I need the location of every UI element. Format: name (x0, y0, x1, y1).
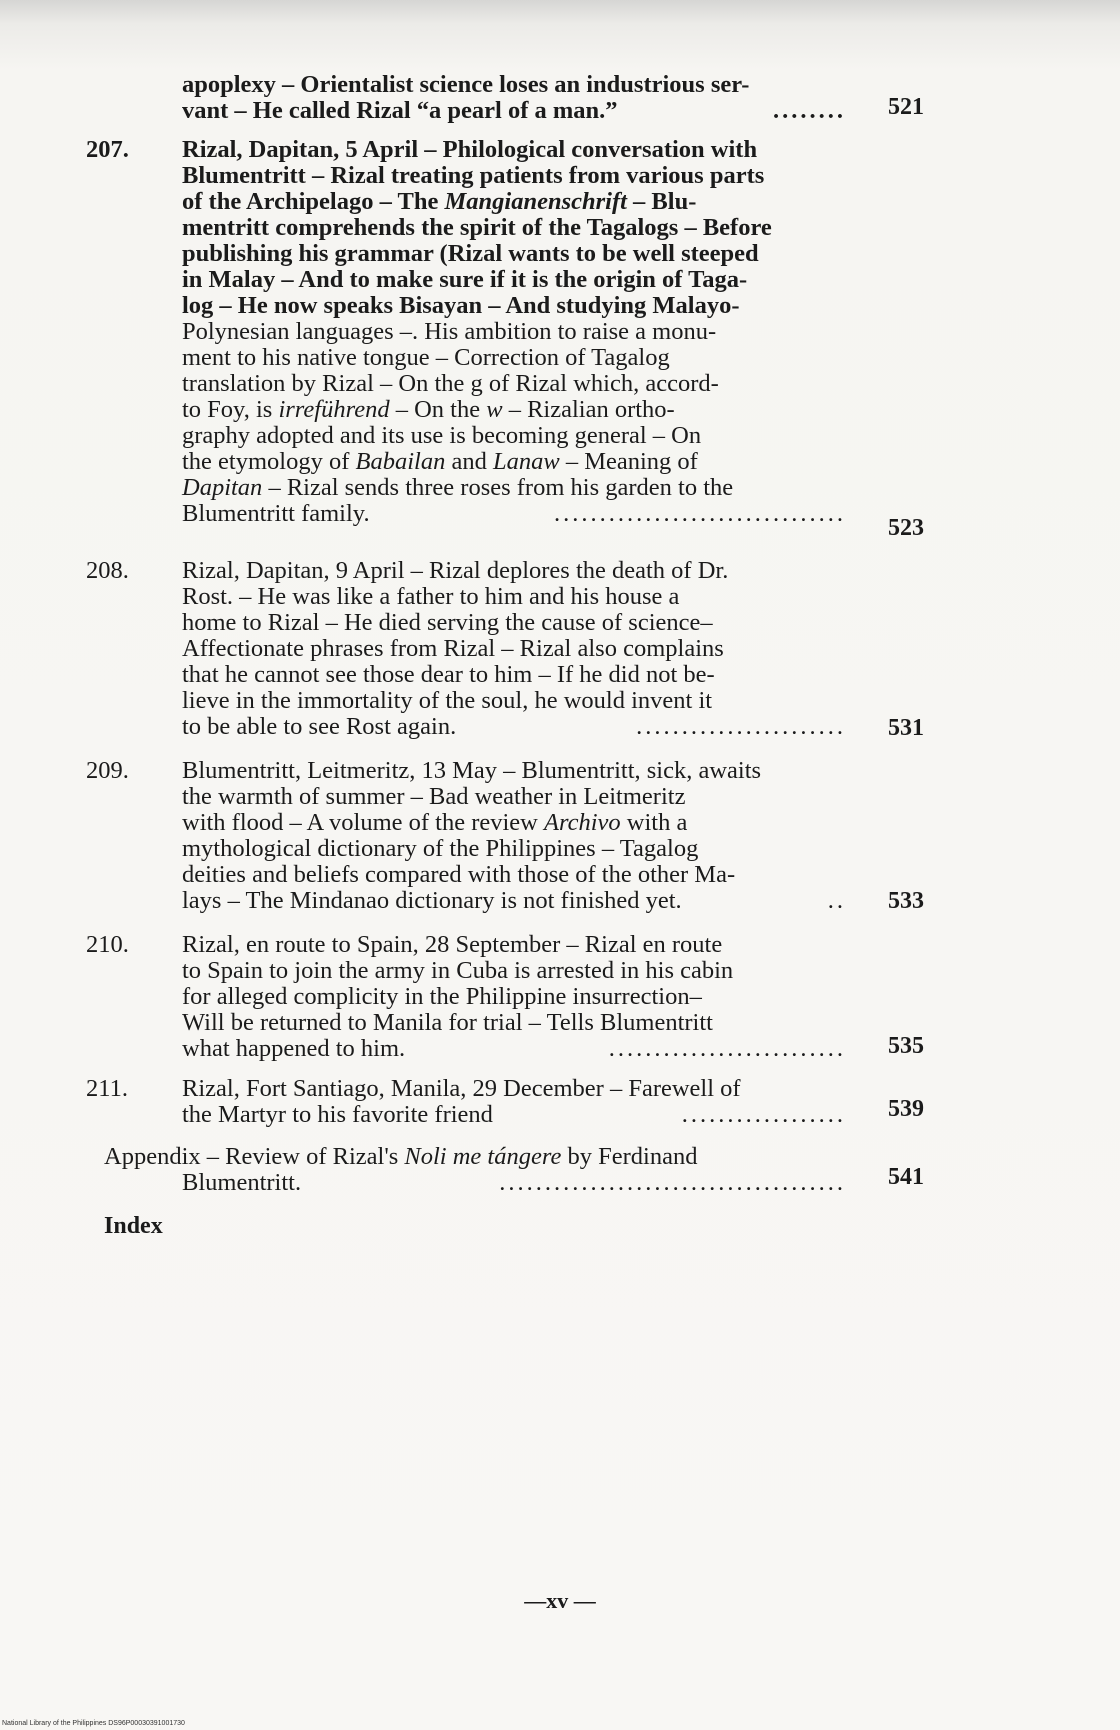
dot-leader: ...................................... (499, 1169, 846, 1196)
page-number: 531 (888, 715, 924, 741)
entry-line: Polynesian languages –. His ambition to raise a monu- (182, 318, 717, 345)
entry-line: Appendix – Review of Rizal's Noli me tángere by Ferdinand (104, 1143, 698, 1170)
scan-footer: National Library of the Philippines DS96P00030391001730 (2, 1720, 185, 1727)
dot-leader: ................................ (554, 500, 846, 527)
dot-leader: .. (827, 887, 846, 914)
entry-line: Affectionate phrases from Rizal – Rizal also complains (182, 635, 724, 662)
entry-number: 209. (86, 757, 129, 784)
page-number: 523 (888, 515, 924, 541)
entry-number: 207. (86, 136, 129, 163)
entry-line: to Spain to join the army in Cuba is arrested in his cabin (182, 957, 734, 984)
entry-line: mythological dictionary of the Philippines – Tagalog (182, 835, 699, 862)
entry-line: home to Rizal – He died serving the cause of science– (182, 609, 713, 636)
entry-line: Rost. – He was like a father to him and his house a (182, 583, 680, 610)
entry-line: that he cannot see those dear to him – If he did not be- (182, 661, 715, 688)
entry-line: Blumentritt family. ................................ (182, 500, 846, 527)
entry-line: Blumentritt – Rizal treating patients from various parts (182, 162, 765, 189)
entry-line: lays – The Mindanao dictionary is not finished yet. .. (182, 887, 846, 914)
entry-line: to be able to see Rost again. ....................... (182, 713, 846, 740)
entry-line: the etymology of Babailan and Lanaw – Meaning of (182, 448, 698, 475)
entry-line: graphy adopted and its use is becoming general – On (182, 422, 702, 449)
toc-entry-208 (86, 558, 846, 740)
page-number: 541 (888, 1164, 924, 1190)
entry-number: 208. (86, 557, 129, 584)
entry-line: what happened to him. .......................... (182, 1035, 846, 1062)
entry-number: 211. (86, 1075, 128, 1102)
entry-line: apoplexy – Orientalist science loses an industrious ser- (182, 71, 750, 98)
dot-leader: ........ (773, 97, 846, 124)
entry-line: Dapitan – Rizal sends three roses from his garden to the (182, 474, 734, 501)
page-folio: —xv — (524, 1588, 596, 1613)
entry-line: Will be returned to Manila for trial – Tells Blumentritt (182, 1009, 713, 1036)
entry-line: 211. Rizal, Fort Santiago, Manila, 29 December – Farewell of (86, 1075, 741, 1102)
entry-line: 209. Blumentritt, Leitmeritz, 13 May – Blumentritt, sick, awaits (86, 757, 762, 784)
entry-line: ment to his native tongue – Correction of Tagalog (182, 344, 670, 371)
toc-entry-210 (86, 932, 846, 1062)
entry-line: for alleged complicity in the Philippine insurrection– (182, 983, 702, 1010)
entry-line: publishing his grammar (Rizal wants to be well steeped (182, 240, 759, 267)
toc-entry-207 (86, 137, 846, 527)
dot-leader: .......................... (608, 1035, 846, 1062)
toc-entry-continuation (86, 72, 846, 124)
toc-entry-appendix (86, 1144, 846, 1196)
entry-number: 210. (86, 931, 129, 958)
entry-line: 207. Rizal, Dapitan, 5 April – Philological conversation with (86, 136, 758, 163)
entry-line: to Foy, is irreführend – On the w – Rizalian ortho- (182, 396, 675, 423)
index-heading: Index (104, 1213, 163, 1239)
entry-line: vant – He called Rizal “a pearl of a man.” ........ (182, 97, 846, 124)
page-number: 539 (888, 1096, 924, 1122)
entry-line: the warmth of summer – Bad weather in Leitmeritz (182, 783, 686, 810)
entry-line: of the Archipelago – The Mangianenschrift – Blu- (182, 188, 697, 215)
entry-line: log – He now speaks Bisayan – And studying Malayo- (182, 292, 740, 319)
toc-entry-211 (86, 1076, 846, 1128)
entry-line: deities and beliefs compared with those of the other Ma- (182, 861, 736, 888)
entry-line: with flood – A volume of the review Archivo with a (182, 809, 688, 836)
page-number: 535 (888, 1033, 924, 1059)
page-number: 521 (888, 94, 924, 120)
toc-entry-209 (86, 758, 846, 914)
dot-leader: .................. (681, 1101, 846, 1128)
dot-leader: ....................... (636, 713, 846, 740)
entry-line: lieve in the immortality of the soul, he would invent it (182, 687, 713, 714)
entry-line: 208. Rizal, Dapitan, 9 April – Rizal deplores the death of Dr. (86, 557, 729, 584)
entry-line: the Martyr to his favorite friend .................. (182, 1101, 846, 1128)
entry-line: 210. Rizal, en route to Spain, 28 September – Rizal en route (86, 931, 723, 958)
entry-line: mentritt comprehends the spirit of the Tagalogs – Before (182, 214, 772, 241)
entry-line: Blumentritt. ...................................... (182, 1169, 846, 1196)
page-number: 533 (888, 888, 924, 914)
entry-line: translation by Rizal – On the g of Rizal which, accord- (182, 370, 719, 397)
entry-line: in Malay – And to make sure if it is the origin of Taga- (182, 266, 748, 293)
